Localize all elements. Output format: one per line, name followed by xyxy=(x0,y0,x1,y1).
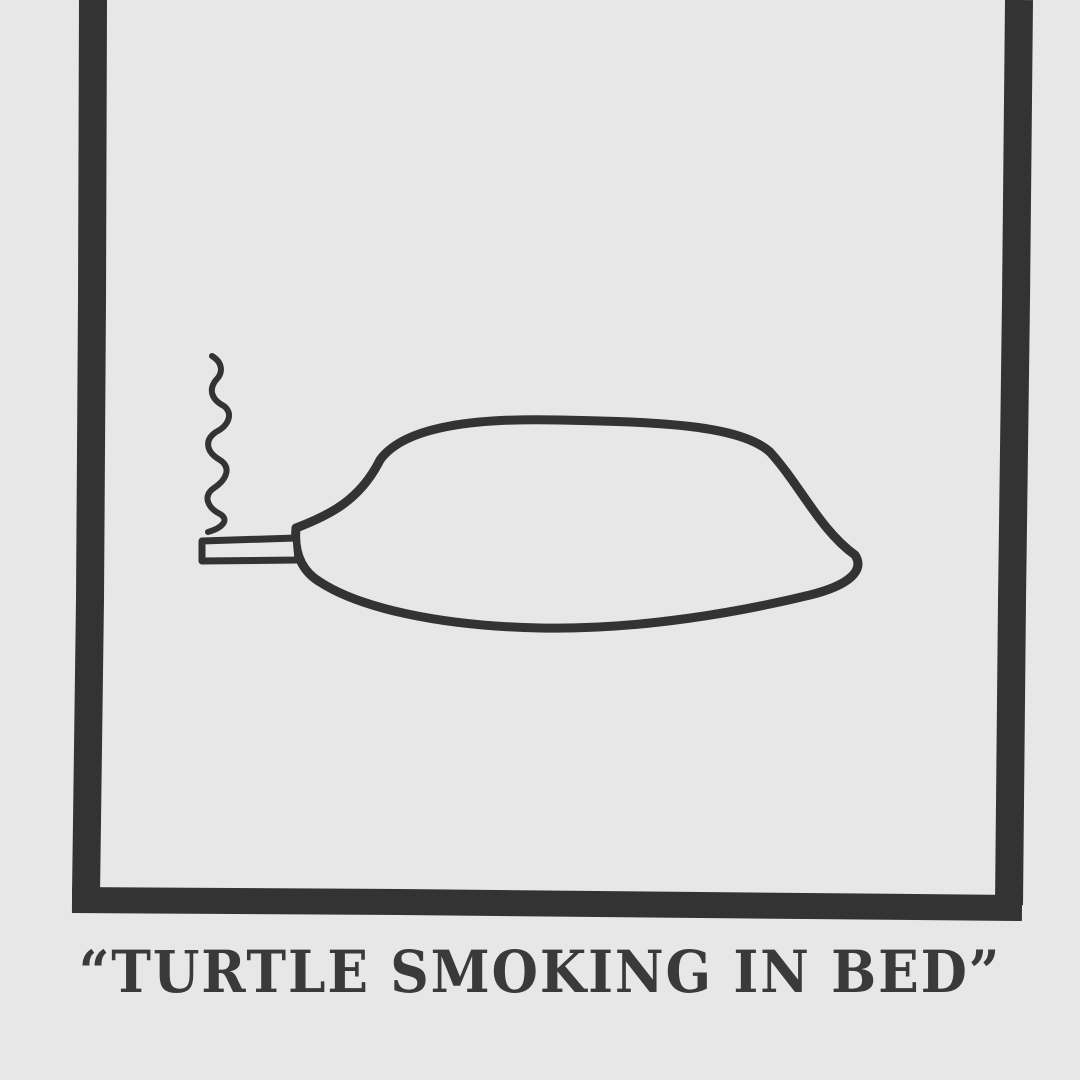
frame-left-edge xyxy=(86,0,93,895)
frame-right-edge xyxy=(1009,0,1019,905)
cartoon-caption: “TURTLE SMOKING IN BED” xyxy=(78,938,1002,1006)
cigarette xyxy=(202,538,298,561)
smoke-icon xyxy=(207,356,229,532)
frame-bottom-edge xyxy=(72,900,1022,908)
turtle-shell xyxy=(296,420,858,628)
